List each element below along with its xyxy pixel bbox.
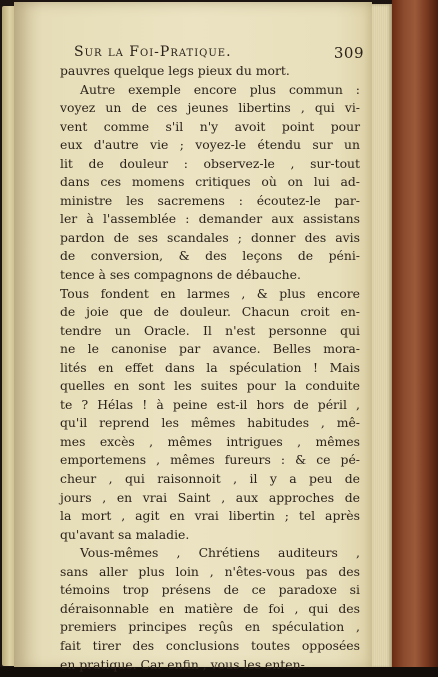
text-line: voyez un de ces jeunes libertins , qui vi- xyxy=(60,100,360,116)
text-line: emportemens , mêmes fureurs : & ce pé- xyxy=(60,452,360,468)
text-line: qu'il reprend les mêmes habitudes , mê- xyxy=(60,415,360,431)
text-line: de conversion, & des leçons de péni- xyxy=(60,248,360,264)
text-line: dans ces momens critiques où on lui ad- xyxy=(60,174,360,190)
text-line: tence à ses compagnons de débauche. xyxy=(60,267,301,283)
leather-cover xyxy=(392,0,438,677)
page-header xyxy=(60,44,362,64)
text-line: lités en effet dans la spéculation ! Mais xyxy=(60,359,360,375)
text-line: jours , en vrai Saint , aux approches de xyxy=(60,489,360,505)
text-line: quelles en sont les suites pour la conduite xyxy=(60,378,360,394)
text-line: fait tirer des conclusions toutes opposées xyxy=(60,637,360,653)
text-line: te ? Hélas ! à peine est-il hors de péril , xyxy=(60,396,360,412)
text-line: tendre un Oracle. Il n'est personne qui xyxy=(60,322,360,338)
text-line: de joie que de douleur. Chacun croit en- xyxy=(60,304,360,320)
text-line: vent comme s'il n'y avoit point pour xyxy=(60,118,360,134)
text-line: cheur , qui raisonnoit , il y a peu de xyxy=(60,471,360,487)
text-line: premiers principes reçûs en spéculation , xyxy=(60,619,360,635)
text-line: qu'avant sa maladie. xyxy=(60,526,190,542)
page-edges xyxy=(372,4,392,668)
text-line: ne le canonise par avance. Belles mora- xyxy=(60,341,360,357)
text-line: déraisonnable en matière de foi , qui des xyxy=(60,600,360,616)
text-line: Autre exemple encore plus commun : xyxy=(80,81,360,97)
text-line: mes excès , mêmes intrigues , mêmes xyxy=(60,433,360,449)
text-line: Tous fondent en larmes , & plus encore xyxy=(60,285,360,301)
text-line: ministre les sacremens : écoutez-le par- xyxy=(60,192,360,208)
text-line: Vous-mêmes , Chrétiens auditeurs , xyxy=(80,545,360,561)
text-line: sans aller plus loin , n'êtes-vous pas des xyxy=(60,563,360,579)
text-line: en pratique. Car enfin , vous les enten- xyxy=(60,656,305,672)
text-line: pauvres quelque legs pieux du mort. xyxy=(60,63,290,78)
body-text xyxy=(60,62,360,674)
text-line: eux d'autre vie ; voyez-le étendu sur un xyxy=(60,137,360,153)
text-line: ler à l'assemblée : demander aux assistans xyxy=(60,211,360,227)
text-line: témoins trop présens de ce paradoxe si xyxy=(60,582,360,598)
text-line: la mort , agit en vrai libertin ; tel après xyxy=(60,508,360,524)
text-line: lit de douleur : observez-le , sur-tout xyxy=(60,155,360,171)
running-title: Sur la Foi-Pratique. xyxy=(74,44,232,60)
text-line: pardon de ses scandales ; donner des avis xyxy=(60,229,360,245)
page-number: 309 xyxy=(333,44,364,62)
